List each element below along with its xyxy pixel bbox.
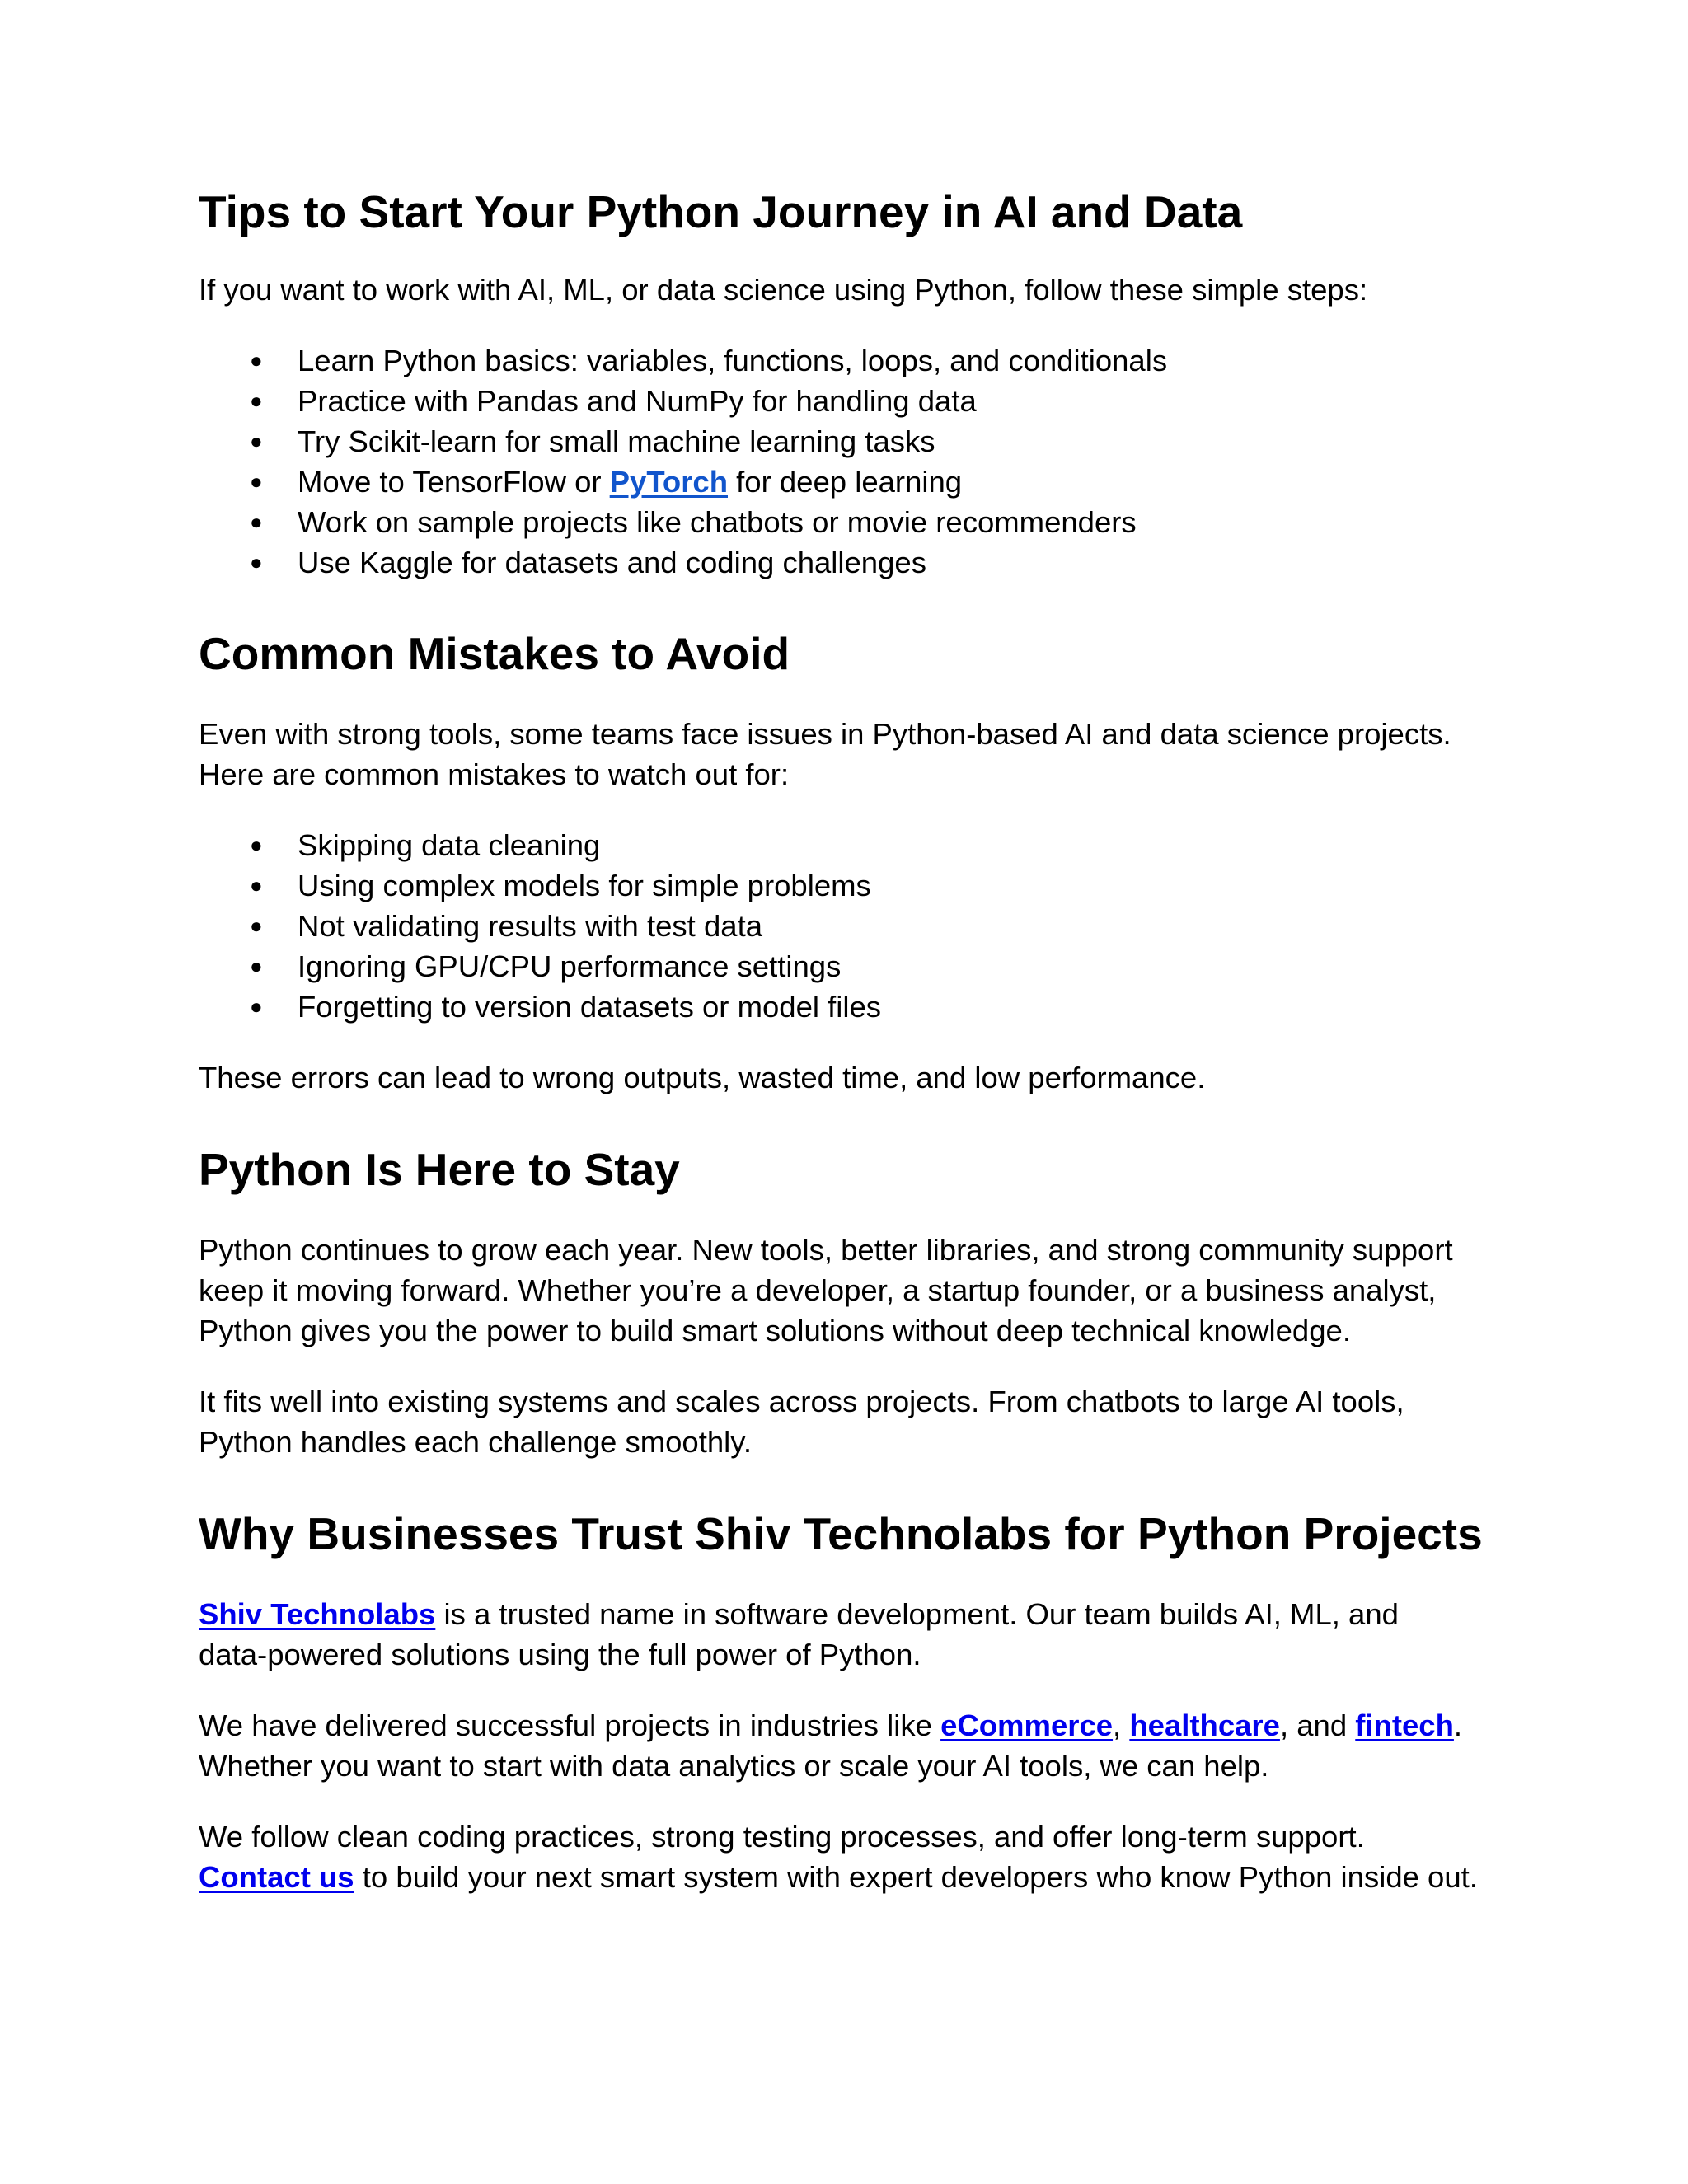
fintech-link[interactable]: fintech [1355,1708,1454,1742]
paragraph-text: is a trusted name in software development. Our team builds AI, ML, and [435,1597,1399,1631]
mistakes-list [199,825,1556,1027]
heading-why-trust: Why Businesses Trust Shiv Technolabs for Python Projects [199,1508,1483,1559]
list-item [199,946,1556,987]
list-item-text: Work on sample projects like chatbots or movie recommenders [298,505,1137,539]
list-item-text: Not validating results with test data [298,909,763,943]
list-item-text: Ignoring GPU/CPU performance settings [298,949,842,983]
period: . [1453,1708,1463,1742]
bullet-icon: ● [250,913,263,938]
bullet-icon: ● [250,388,263,413]
list-item-text: Forgetting to version datasets or model files [298,990,882,1024]
list-item [199,340,1556,381]
list-item [199,381,1556,421]
list-item [199,462,1556,502]
bullet-icon: ● [250,994,263,1019]
bullet-icon: ● [250,832,263,857]
bullet-icon: ● [250,509,263,534]
pytorch-link[interactable]: PyTorch [609,465,728,499]
paragraph-line: Python gives you the power to build smart solutions without deep technical knowledge. [199,1314,1351,1347]
paragraph-line: Whether you want to start with data analytics or scale your AI tools, we can help. [199,1749,1269,1783]
list-item [199,906,1556,946]
healthcare-link[interactable]: healthcare [1129,1708,1280,1742]
paragraph-line: keep it moving forward. Whether you’re a developer, a startup founder, or a business analyst, [199,1273,1437,1307]
bullet-icon: ● [250,550,263,574]
paragraph-text: We have delivered successful projects in industries like [199,1708,941,1742]
contact-us-link[interactable]: Contact us [199,1860,354,1894]
trust-paragraph-2 [199,1705,1556,1786]
ecommerce-link[interactable]: eCommerce [940,1708,1114,1742]
list-item-text-after: for deep learning [728,465,963,499]
trust-paragraph-3 [199,1816,1556,1897]
separator: , and [1279,1708,1356,1742]
tips-intro: If you want to work with AI, ML, or data science using Python, follow these simple steps: [199,273,1368,307]
mistakes-intro [199,714,1556,794]
list-item-text: Using complex models for simple problems [298,869,871,902]
list-item-text: Skipping data cleaning [298,828,601,862]
list-item [199,865,1556,906]
list-item-text: Practice with Pandas and NumPy for handling data [298,384,977,418]
tips-list [199,340,1556,583]
list-item-text: Try Scikit-learn for small machine learning tasks [298,424,935,458]
bullet-icon: ● [250,348,263,373]
paragraph-line: data-powered solutions using the full power of Python. [199,1638,921,1671]
trust-paragraph-1 [199,1594,1556,1675]
list-item [199,502,1556,542]
list-item-text: Use Kaggle for datasets and coding challenges [298,546,926,579]
heading-python-here-to-stay: Python Is Here to Stay [199,1144,680,1195]
stay-paragraph-1 [199,1230,1556,1351]
paragraph-text: to build your next smart system with expert developers who know Python inside out. [354,1860,1478,1894]
shiv-technolabs-link[interactable]: Shiv Technolabs [199,1597,436,1631]
heading-tips: Tips to Start Your Python Journey in AI and Data [199,186,1243,237]
list-item [199,542,1556,583]
list-item [199,421,1556,462]
bullet-icon: ● [250,873,263,898]
list-item [199,987,1556,1027]
paragraph-line: We follow clean coding practices, strong testing processes, and offer long-term support. [199,1820,1365,1854]
mistakes-closing: These errors can lead to wrong outputs, wasted time, and low performance. [199,1061,1206,1094]
separator: , [1113,1708,1130,1742]
paragraph-line: Python continues to grow each year. New tools, better libraries, and strong community support [199,1233,1453,1267]
list-item-text: Learn Python basics: variables, functions, loops, and conditionals [298,344,1168,377]
list-item-text-before: Move to TensorFlow or [298,465,610,499]
bullet-icon: ● [250,954,263,978]
mistakes-intro-line2: Here are common mistakes to watch out for: [199,757,790,791]
stay-paragraph-2 [199,1381,1556,1462]
bullet-icon: ● [250,429,263,453]
paragraph-line: It fits well into existing systems and scales across projects. From chatbots to large AI tools, [199,1385,1404,1418]
paragraph-line: Python handles each challenge smoothly. [199,1425,752,1459]
bullet-icon: ● [250,469,263,494]
mistakes-intro-line1: Even with strong tools, some teams face issues in Python-based AI and data science projects. [199,717,1451,751]
heading-mistakes: Common Mistakes to Avoid [199,628,790,679]
list-item [199,825,1556,865]
